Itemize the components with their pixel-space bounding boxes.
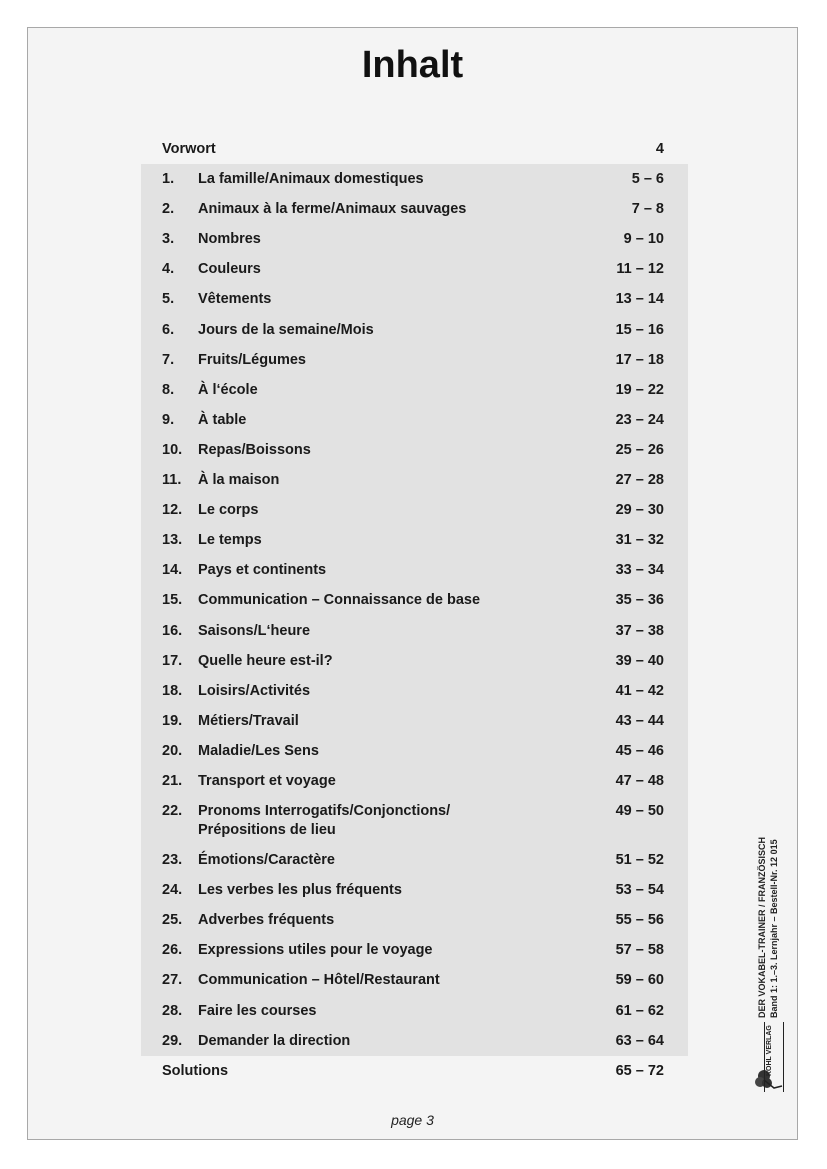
toc-number: 18. — [162, 682, 183, 699]
toc-pages: 9 – 10 — [623, 231, 664, 248]
toc-label-line: Fruits/Légumes — [198, 351, 306, 368]
toc-row — [141, 345, 688, 375]
toc-label — [198, 412, 246, 428]
toc-number: 16. — [162, 622, 183, 639]
toc-label — [198, 231, 261, 247]
toc-label-line: La famille/Animaux domestiques — [198, 171, 424, 188]
toc-label-line: Loisirs/Activités — [198, 682, 311, 699]
toc-pages: 63 – 64 — [615, 1032, 664, 1049]
toc-label — [198, 322, 374, 338]
toc-row — [141, 224, 688, 254]
toc-pages: 27 – 28 — [615, 472, 664, 489]
toc-pages: 13 – 14 — [615, 291, 664, 308]
toc-row — [141, 1026, 688, 1056]
toc-row — [141, 254, 688, 284]
toc-pages: 53 – 54 — [615, 882, 664, 899]
toc-label — [198, 882, 402, 898]
toc-pages: 7 – 8 — [631, 201, 664, 218]
toc-row — [141, 465, 688, 495]
toc-number: 22. — [162, 803, 183, 820]
toc-label-line: Le corps — [198, 502, 259, 519]
toc-label: Solutions — [162, 1062, 229, 1079]
toc-pages: 55 – 56 — [615, 912, 664, 929]
toc-number: 29. — [162, 1032, 183, 1049]
toc-row — [141, 315, 688, 345]
toc-label — [198, 773, 336, 789]
toc-pages: 47 – 48 — [615, 772, 664, 789]
page-title: Inhalt — [361, 44, 464, 86]
toc-row — [141, 525, 688, 555]
toc-pages: 19 – 22 — [615, 381, 664, 398]
toc-pages: 51 – 52 — [615, 852, 664, 869]
toc-label-line: Pays et continents — [198, 562, 327, 579]
toc-label — [198, 352, 306, 368]
toc-number: 11. — [162, 472, 182, 489]
toc-number: 24. — [162, 882, 183, 899]
toc-row — [141, 965, 688, 995]
toc-label — [198, 201, 466, 217]
toc-label-line: Faire les courses — [198, 1002, 317, 1019]
toc-number: 8. — [162, 381, 175, 398]
toc-row — [141, 194, 688, 224]
toc-pages: 25 – 26 — [615, 441, 664, 458]
toc-label — [198, 852, 335, 868]
toc-row — [141, 736, 688, 766]
toc-number: 28. — [162, 1002, 183, 1019]
toc-label — [198, 653, 333, 669]
toc-number: 19. — [162, 712, 183, 729]
toc-pages: 33 – 34 — [615, 562, 664, 579]
toc-row — [141, 284, 688, 314]
toc-label — [198, 802, 450, 840]
toc-label — [198, 502, 258, 518]
toc-label-line: À l‘école — [198, 381, 258, 398]
toc-label-line: Transport et voyage — [198, 772, 336, 789]
toc-label — [198, 1003, 317, 1019]
toc-label — [198, 442, 311, 458]
toc-pages: 11 – 12 — [616, 261, 664, 278]
toc-pages: 39 – 40 — [615, 652, 664, 669]
toc-number: 17. — [162, 652, 183, 669]
toc-number: 15. — [162, 592, 183, 609]
toc-row — [141, 616, 688, 646]
toc-number: 10. — [162, 441, 183, 458]
toc-label — [198, 532, 262, 548]
toc-row — [141, 405, 688, 435]
toc-label-line: Saisons/L‘heure — [198, 622, 311, 639]
toc-label-line: À table — [198, 411, 247, 428]
toc-label — [198, 562, 326, 578]
toc-row-solutions — [141, 1056, 688, 1086]
toc-label-line: Nombres — [198, 231, 261, 248]
toc-label-line: Métiers/Travail — [198, 712, 299, 729]
toc-row — [141, 646, 688, 676]
toc-row-vorwort — [141, 134, 688, 164]
toc-pages: 23 – 24 — [615, 411, 664, 428]
toc-number: 23. — [162, 852, 183, 869]
document-page — [27, 27, 798, 1140]
toc-pages: 49 – 50 — [615, 803, 664, 820]
toc-label-line: Prépositions de lieu — [198, 822, 336, 839]
toc-label — [198, 623, 310, 639]
toc-number: 21. — [162, 772, 183, 789]
toc-number: 25. — [162, 912, 183, 929]
toc-number: 9. — [162, 411, 175, 428]
toc-row — [141, 905, 688, 935]
table-of-contents — [141, 134, 688, 1086]
toc-label — [198, 912, 334, 928]
toc-row — [141, 766, 688, 796]
toc-label — [198, 743, 319, 759]
toc-label-line: Expressions utiles pour le voyage — [198, 942, 433, 959]
toc-row — [141, 375, 688, 405]
toc-label — [198, 942, 433, 958]
toc-label — [198, 683, 310, 699]
toc-pages: 57 – 58 — [615, 942, 664, 959]
toc-number: 13. — [162, 532, 183, 549]
toc-number: 20. — [162, 742, 183, 759]
toc-pages: 59 – 60 — [615, 972, 664, 989]
toc-label-line: Émotions/Caractère — [198, 852, 335, 869]
toc-label — [198, 592, 480, 608]
toc-row — [141, 164, 688, 194]
toc-label-line: Le temps — [198, 532, 262, 549]
toc-row — [141, 875, 688, 905]
toc-label — [198, 972, 440, 988]
sidebar-volume-line: Band 1: 1.–3. Lernjahr – Bestell-Nr. 12 015 — [769, 839, 779, 1018]
toc-row — [141, 935, 688, 965]
toc-label-line: Demander la direction — [198, 1032, 351, 1049]
toc-row — [141, 555, 688, 585]
toc-pages: 17 – 18 — [615, 351, 664, 368]
toc-label — [198, 713, 299, 729]
toc-number: 14. — [162, 562, 183, 579]
toc-pages: 65 – 72 — [615, 1062, 664, 1079]
toc-label — [198, 291, 271, 307]
toc-label: Vorwort — [162, 141, 216, 157]
toc-pages: 61 – 62 — [615, 1002, 664, 1019]
toc-label — [198, 171, 424, 187]
toc-row — [141, 796, 688, 845]
toc-pages: 35 – 36 — [615, 592, 664, 609]
toc-pages: 4 — [655, 141, 664, 157]
toc-number: 3. — [162, 231, 175, 248]
toc-items-block — [141, 164, 688, 1056]
toc-label — [198, 261, 261, 277]
toc-label-line: Couleurs — [198, 261, 261, 278]
logo-text: KOHL VERLAG — [764, 1022, 784, 1092]
toc-label-line: Animaux à la ferme/Animaux sauvages — [198, 201, 467, 218]
toc-pages: 43 – 44 — [615, 712, 664, 729]
toc-label-line: Adverbes fréquents — [198, 912, 335, 929]
toc-row — [141, 585, 688, 615]
toc-pages: 41 – 42 — [615, 682, 664, 699]
toc-row — [141, 495, 688, 525]
toc-number: 12. — [162, 502, 183, 519]
toc-label-line: Communication – Hôtel/Restaurant — [198, 972, 440, 989]
toc-pages: 29 – 30 — [615, 502, 664, 519]
toc-label-line: Repas/Boissons — [198, 441, 311, 458]
toc-row — [141, 996, 688, 1026]
page-number: page 3 — [391, 1112, 434, 1128]
toc-number: 1. — [162, 171, 175, 188]
toc-row — [141, 845, 688, 875]
toc-pages: 5 – 6 — [631, 171, 664, 188]
toc-row — [141, 676, 688, 706]
toc-label — [198, 1033, 350, 1049]
toc-label-line: Les verbes les plus fréquents — [198, 882, 402, 899]
toc-number: 6. — [162, 321, 175, 338]
publisher-logo — [752, 1022, 786, 1092]
toc-number: 7. — [162, 351, 175, 368]
toc-number: 27. — [162, 972, 183, 989]
toc-number: 2. — [162, 201, 175, 218]
toc-pages: 45 – 46 — [615, 742, 664, 759]
toc-pages: 37 – 38 — [615, 622, 664, 639]
toc-label-line: Pronoms Interrogatifs/Conjonctions/ — [198, 803, 451, 820]
toc-number: 5. — [162, 291, 175, 308]
sidebar-series-line: DER VOKABEL-TRAINER / FRANZÖSISCH — [757, 836, 767, 1018]
toc-pages: 15 – 16 — [615, 321, 664, 338]
toc-row — [141, 706, 688, 736]
publisher-sidebar — [756, 796, 786, 1018]
toc-number: 4. — [162, 261, 175, 278]
toc-label-line: Quelle heure est-il? — [198, 652, 333, 669]
toc-row — [141, 435, 688, 465]
toc-label-line: Vêtements — [198, 291, 272, 308]
toc-label — [198, 472, 279, 488]
toc-label-line: Jours de la semaine/Mois — [198, 321, 374, 338]
toc-label-line: Maladie/Les Sens — [198, 742, 319, 759]
toc-label — [198, 382, 258, 398]
toc-pages: 31 – 32 — [615, 532, 664, 549]
toc-number: 26. — [162, 942, 183, 959]
toc-label-line: Communication – Connaissance de base — [198, 592, 481, 609]
toc-label-line: À la maison — [198, 472, 280, 489]
